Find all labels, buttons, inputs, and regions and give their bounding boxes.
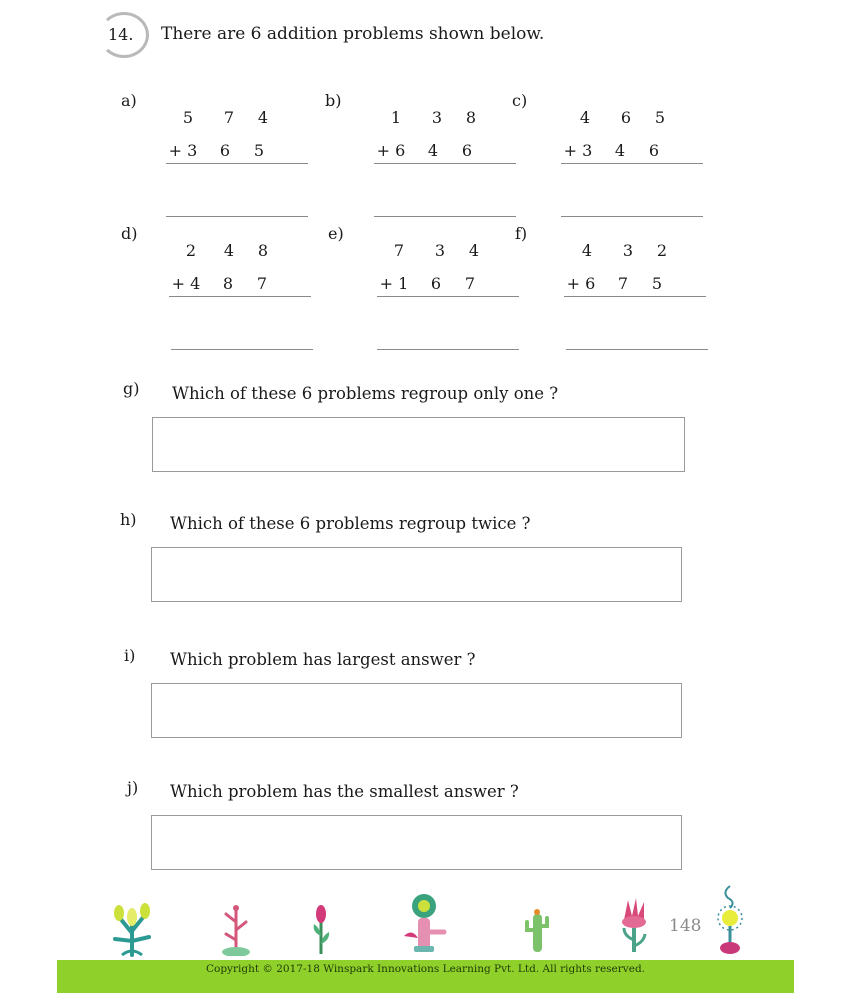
subquestion-i-label: i) [124, 646, 136, 665]
plant-2-icon [218, 900, 254, 956]
problem-b-top: 1 3 8 [390, 108, 477, 127]
problem-e-bottom: + 1 6 7 [379, 274, 476, 293]
plant-6-icon [618, 898, 650, 956]
answer-box-j[interactable] [151, 815, 682, 870]
plant-3-icon [308, 902, 334, 956]
problem-d-top: 2 4 8 [185, 241, 269, 260]
problem-f-answer-line[interactable] [566, 349, 708, 350]
problem-d-answer-line[interactable] [171, 349, 313, 350]
problem-a-answer-line[interactable] [166, 216, 308, 217]
problem-f-label: f) [515, 224, 528, 243]
problem-b-bottom: + 6 4 6 [376, 141, 473, 160]
answer-box-h[interactable] [151, 547, 682, 602]
problem-b-label: b) [325, 91, 342, 110]
problem-e-sum-line [377, 296, 519, 297]
problem-e-label: e) [328, 224, 344, 243]
problem-d-bottom: + 4 8 7 [171, 274, 268, 293]
problem-c-bottom: + 3 4 6 [563, 141, 660, 160]
problem-a-sum-line [166, 163, 308, 164]
subquestion-j-label: j) [127, 778, 139, 797]
problem-a-bottom: + 3 6 5 [168, 141, 265, 160]
problem-f-top: 4 3 2 [581, 241, 668, 260]
plant-5-icon [524, 906, 550, 954]
problem-a-label: a) [121, 91, 137, 110]
answer-box-g[interactable] [152, 417, 685, 472]
problem-b-sum-line [374, 163, 516, 164]
page-number: 148 [669, 916, 702, 936]
problem-a-top: 5 7 4 [182, 108, 269, 127]
problem-e-top: 7 3 4 [393, 241, 480, 260]
problem-c-sum-line [561, 163, 703, 164]
subquestion-i-text: Which problem has largest answer ? [170, 650, 476, 669]
subquestion-h-text: Which of these 6 problems regroup twice ? [170, 514, 531, 533]
problem-f-bottom: + 6 7 5 [566, 274, 663, 293]
problem-c-answer-line[interactable] [561, 216, 703, 217]
copyright-text: Copyright © 2017-18 Winspark Innovations Learning Pvt. Ltd. All rights reserved. [205, 963, 646, 975]
subquestion-g-label: g) [123, 379, 140, 398]
subquestion-g-text: Which of these 6 problems regroup only one ? [172, 384, 559, 403]
plant-7-icon [712, 882, 748, 956]
subquestion-j-text: Which problem has the smallest answer ? [170, 782, 519, 801]
problem-b-answer-line[interactable] [374, 216, 516, 217]
question-number: 14. [108, 25, 134, 44]
question-title: There are 6 addition problems shown below. [161, 24, 545, 44]
problem-d-sum-line [169, 296, 311, 297]
answer-box-i[interactable] [151, 683, 682, 738]
plant-4-icon [400, 892, 452, 954]
problem-f-sum-line [564, 296, 706, 297]
problem-c-top: 4 6 5 [579, 108, 666, 127]
plant-1-icon [107, 895, 157, 957]
subquestion-h-label: h) [120, 510, 137, 529]
problem-d-label: d) [121, 224, 138, 243]
problem-c-label: c) [512, 91, 528, 110]
problem-e-answer-line[interactable] [377, 349, 519, 350]
